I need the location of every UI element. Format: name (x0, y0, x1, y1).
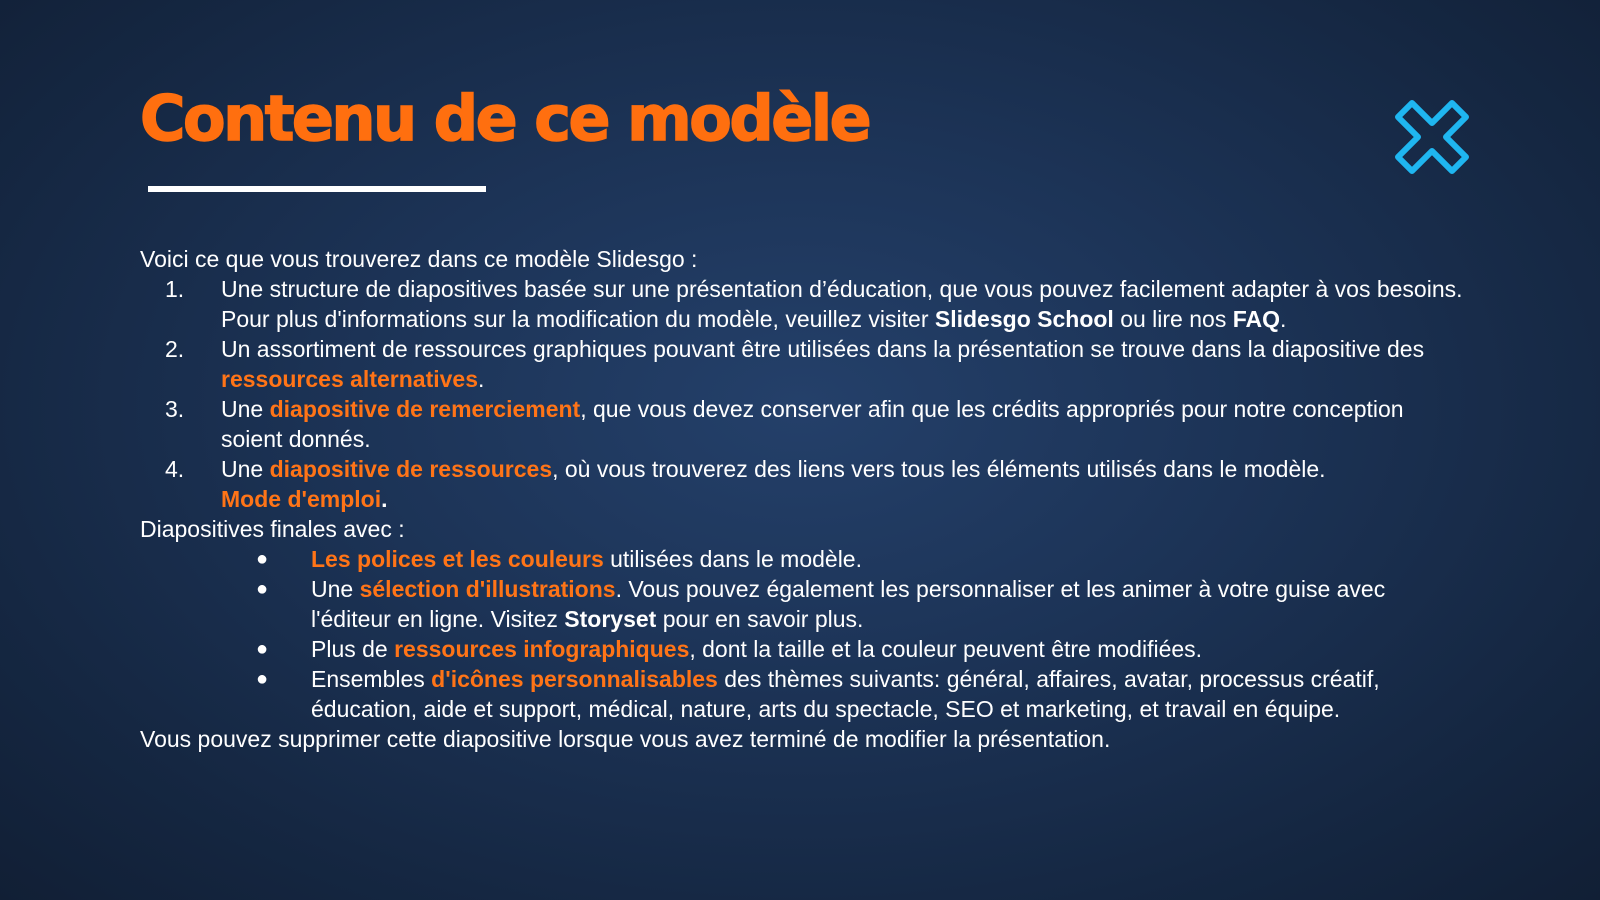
list-number: 2. (165, 336, 185, 362)
item-text: ou lire nos (1113, 306, 1233, 332)
item-text: , où vous trouverez des liens vers tous les éléments utilisés dans le modèle. (552, 456, 1326, 482)
slidesgo-school-link[interactable]: Slidesgo School (934, 306, 1114, 332)
item-text: , que vous devez conserver afin que les crédits appropriés pour notre conception soient donnés. (221, 396, 1404, 452)
list-item (140, 634, 1470, 664)
finals-label: Diapositives finales avec : (140, 516, 405, 542)
custom-icons-link[interactable]: d'icônes personnalisables (431, 666, 718, 692)
list-item (140, 574, 1470, 634)
item-text: Ensembles (311, 666, 432, 692)
item-text: . (381, 486, 388, 512)
item-text: pour en savoir plus. (656, 606, 864, 632)
bullet-list (140, 544, 1470, 724)
slide-title: Contenu de ce modèle (140, 82, 870, 155)
list-number: 1. (165, 276, 185, 302)
infographics-link[interactable]: ressources infographiques (394, 636, 690, 662)
list-item (140, 334, 1470, 394)
bullet-icon: ● (256, 548, 269, 570)
title-underline (148, 186, 486, 192)
item-text: des thèmes suivants: général, affaires, avatar, processus créatif, éducation, aide et support, médical, nature, arts du spectacle, SEO et marketing, et travail en équipe. (311, 666, 1380, 722)
content-body (140, 244, 1470, 754)
item-text: utilisées dans le modèle. (603, 546, 862, 572)
item-text: . Vous pouvez également les personnaliser et les animer à votre guise avec l'éditeur en ligne. Visitez (311, 576, 1386, 632)
bullet-icon: ● (256, 638, 269, 660)
numbered-list (140, 274, 1470, 514)
resources-slide-link[interactable]: diapositive de ressources (269, 456, 553, 482)
list-item (140, 664, 1470, 724)
illustrations-link[interactable]: sélection d'illustrations (359, 576, 616, 602)
item-text: , dont la taille et la couleur peuvent être modifiées. (689, 636, 1203, 662)
outro-text: Vous pouvez supprimer cette diapositive lorsque vous avez terminé de modifier la présentation. (140, 726, 1111, 752)
list-item (140, 394, 1470, 454)
item-text: Une (221, 396, 270, 422)
list-number: 4. (165, 456, 185, 482)
intro-text: Voici ce que vous trouverez dans ce modèle Slidesgo : (140, 246, 698, 272)
list-item (140, 544, 1470, 574)
item-text: Une structure de diapositives basée sur une présentation d’éducation, que vous pouvez facilement adapter à vos besoins. Pour plus d'informations sur la modification du modèle, veuillez visiter (221, 276, 1463, 332)
instructions-link[interactable]: Mode d'emploi (221, 486, 382, 512)
bullet-icon: ● (256, 578, 269, 600)
item-text: Un assortiment de ressources graphiques pouvant être utilisées dans la présentation se trouve dans la diapositive des (221, 336, 1425, 362)
item-text: Plus de (311, 636, 395, 662)
list-number: 3. (165, 396, 185, 422)
fonts-colors-link[interactable]: Les polices et les couleurs (311, 546, 604, 572)
item-text: Une (221, 456, 270, 482)
bullet-icon: ● (256, 668, 269, 690)
list-item (140, 274, 1470, 334)
list-item (140, 454, 1470, 514)
storyset-link[interactable]: Storyset (564, 606, 657, 632)
item-text: . (478, 366, 485, 392)
item-text: . (1280, 306, 1287, 332)
alternative-resources-link[interactable]: ressources alternatives (221, 366, 478, 392)
x-cross-icon (1390, 95, 1474, 179)
thanks-slide-link[interactable]: diapositive de remerciement (269, 396, 581, 422)
faq-link[interactable]: FAQ (1232, 306, 1280, 332)
item-text: Une (311, 576, 360, 602)
